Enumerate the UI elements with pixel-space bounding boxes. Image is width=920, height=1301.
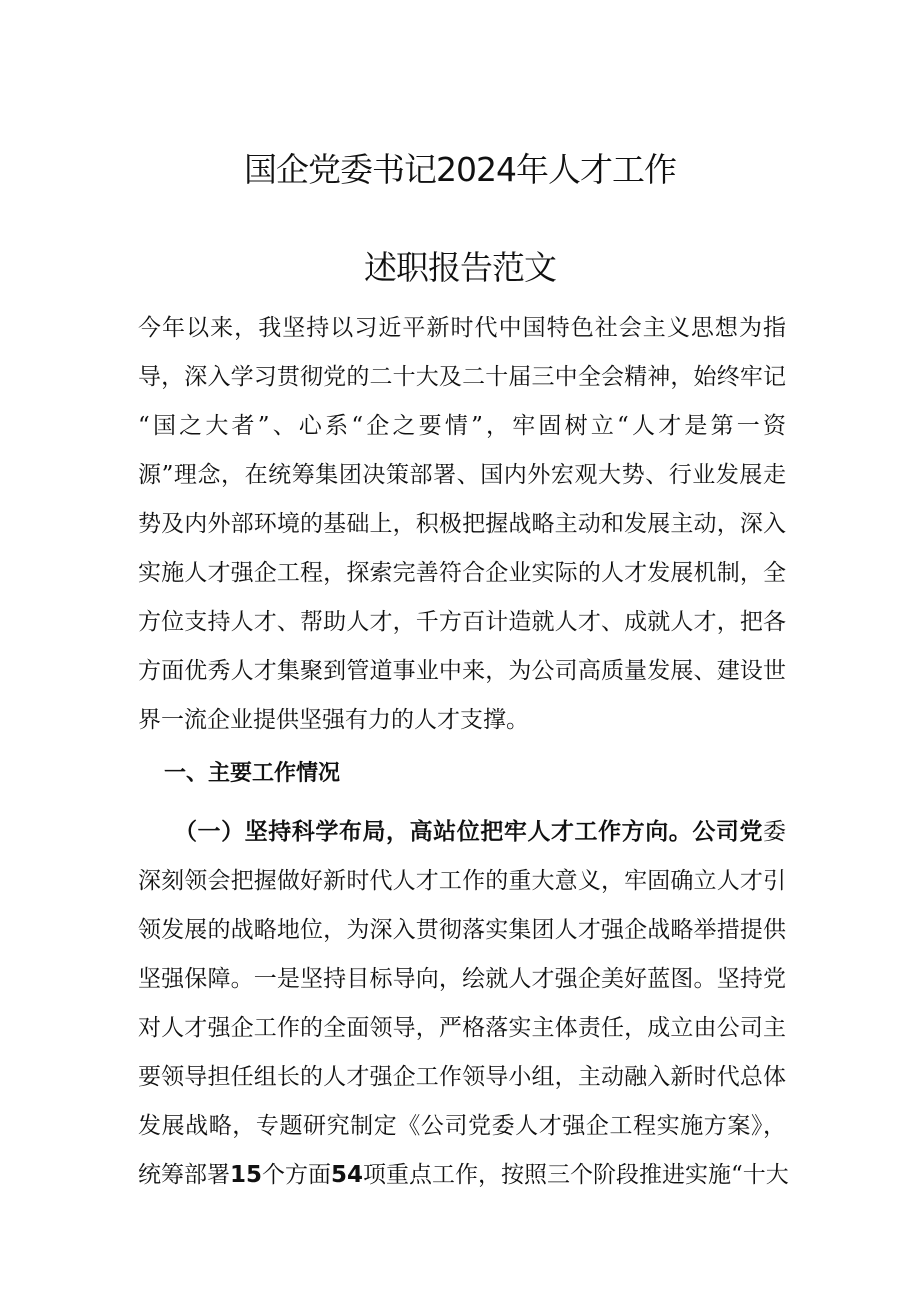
paragraph-line: 坚强保障。一是坚持目标导向，绘就人才强企美好蓝图。坚持党: [138, 966, 786, 992]
intro-paragraph: [138, 304, 786, 745]
document-title-line-2: 述职报告范文: [364, 248, 556, 287]
document-title-line-1: 国企党委书记2024年人才工作: [244, 150, 676, 189]
text-run: 统筹部署: [138, 1162, 230, 1188]
paragraph-line: [138, 1151, 789, 1200]
paragraph-line: “国之大者”、心系“企之要情”，牢固树立“人才是第一资: [138, 413, 786, 439]
number-run: 15: [230, 1162, 263, 1188]
lead-continuation: 委: [763, 819, 786, 845]
paragraph-line: 今年以来，我坚持以习近平新时代中国特色社会主义思想为指: [138, 315, 786, 341]
subsection-heading: （一）坚持科学布局，高站位把牢人才工作方向。公司党: [174, 819, 763, 845]
paragraph-line-lead: [138, 808, 786, 857]
section-1-paragraph: [138, 808, 789, 1200]
paragraph-line: 要领导担任组长的人才强企工作领导小组，主动融入新时代总体: [138, 1064, 786, 1090]
section-heading: 一、主要工作情况: [164, 761, 341, 786]
paragraph-line: 实施人才强企工程，探索完善符合企业实际的人才发展机制，全: [138, 560, 786, 586]
paragraph-line: 导，深入学习贯彻党的二十大及二十届三中全会精神，始终牢记: [138, 364, 786, 390]
text-run: 项重点工作，按照三个阶段推进实施“十大: [363, 1162, 789, 1188]
number-run: 54: [331, 1162, 364, 1188]
paragraph-line: 深刻领会把握做好新时代人才工作的重大意义，牢固确立人才引: [138, 868, 786, 894]
text-run: 个方面: [262, 1162, 332, 1188]
paragraph-line: 方位支持人才、帮助人才，千方百计造就人才、成就人才，把各: [138, 609, 786, 635]
paragraph-line: 源”理念，在统筹集团决策部署、国内外宏观大势、行业发展走: [138, 462, 786, 488]
paragraph-line: 发展战略，专题研究制定《公司党委人才强企工程实施方案》，: [138, 1113, 786, 1139]
paragraph-line: 势及内外部环境的基础上，积极把握战略主动和发展主动，深入: [138, 511, 786, 537]
paragraph-line: 界一流企业提供坚强有力的人才支撑。: [138, 707, 529, 733]
paragraph-line: 对人才强企工作的全面领导，严格落实主体责任，成立由公司主: [138, 1015, 786, 1041]
paragraph-line: 领发展的战略地位，为深入贯彻落实集团人才强企战略举措提供: [138, 917, 786, 943]
paragraph-line: 方面优秀人才集聚到管道事业中来，为公司高质量发展、建设世: [138, 658, 786, 684]
